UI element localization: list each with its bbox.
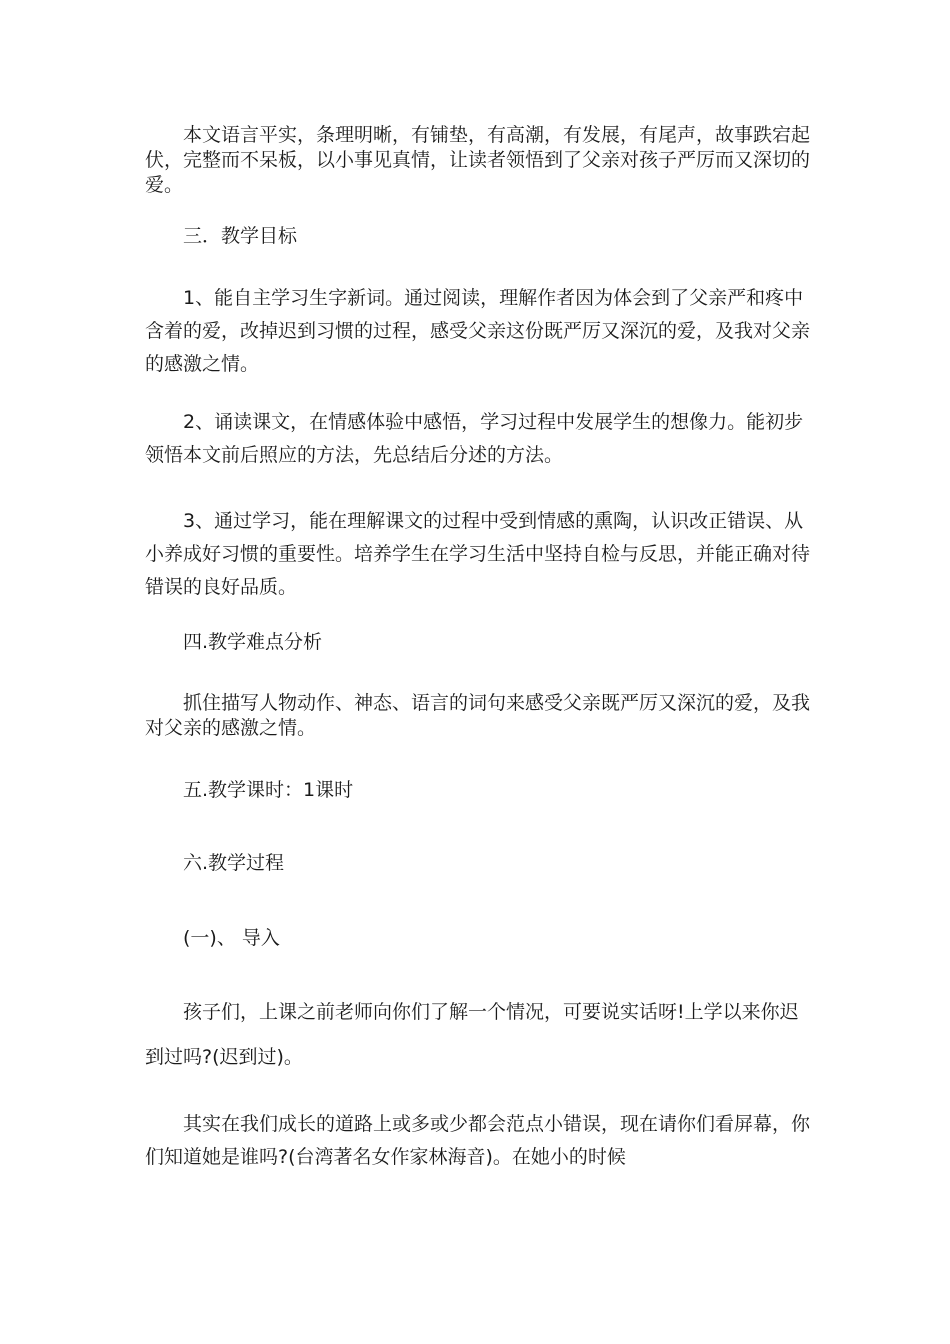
- goal-paragraph-1: 1、能自主学习生字新词。通过阅读，理解作者因为体会到了父亲严和疼中含着的爱，改掉迟到习惯的过程，感受父亲这份既严厉又深沉的爱，及我对父亲的感激之情。: [145, 287, 811, 375]
- difficulty-paragraph: 抓住描写人物动作、神态、语言的词句来感受父亲既严厉又深沉的爱，及我对父亲的感激之情。: [145, 692, 811, 739]
- summary-paragraph: 本文语言平实，条理明晰，有铺垫，有高潮，有发展，有尾声，故事跌宕起伏，完整而不呆板，以小事见真情，让读者领悟到了父亲对孩子严厉而又深切的爱。: [145, 124, 811, 196]
- goal-paragraph-2: 2、诵读课文，在情感体验中感悟，学习过程中发展学生的想像力。能初步领悟本文前后照应的方法，先总结后分述的方法。: [145, 411, 804, 466]
- intro-paragraph-1: 孩子们，上课之前老师向你们了解一个情况，可要说实话呀!上学以来你迟到过吗?(迟到过)。: [145, 1001, 799, 1068]
- goal-paragraph-3: 3、通过学习，能在理解课文的过程中受到情感的熏陶，认识改正错误、从小养成好习惯的重要性。培养学生在学习生活中坚持自检与反思，并能正确对待错误的良好品质。: [145, 510, 811, 598]
- section-heading-process: 六.教学过程: [183, 852, 285, 874]
- intro-paragraph-2: 其实在我们成长的道路上或多或少都会范点小错误，现在请你们看屏幕，你们知道她是谁吗?(台湾著名女作家林海音)。在她小的时候: [145, 1113, 811, 1168]
- subsection-heading-intro: (一)、 导入: [183, 927, 280, 949]
- section-heading-teaching-goals: 三．教学目标: [183, 225, 298, 247]
- section-heading-difficulty: 四.教学难点分析: [183, 631, 323, 653]
- section-heading-class-hours: 五.教学课时：1课时: [183, 779, 354, 801]
